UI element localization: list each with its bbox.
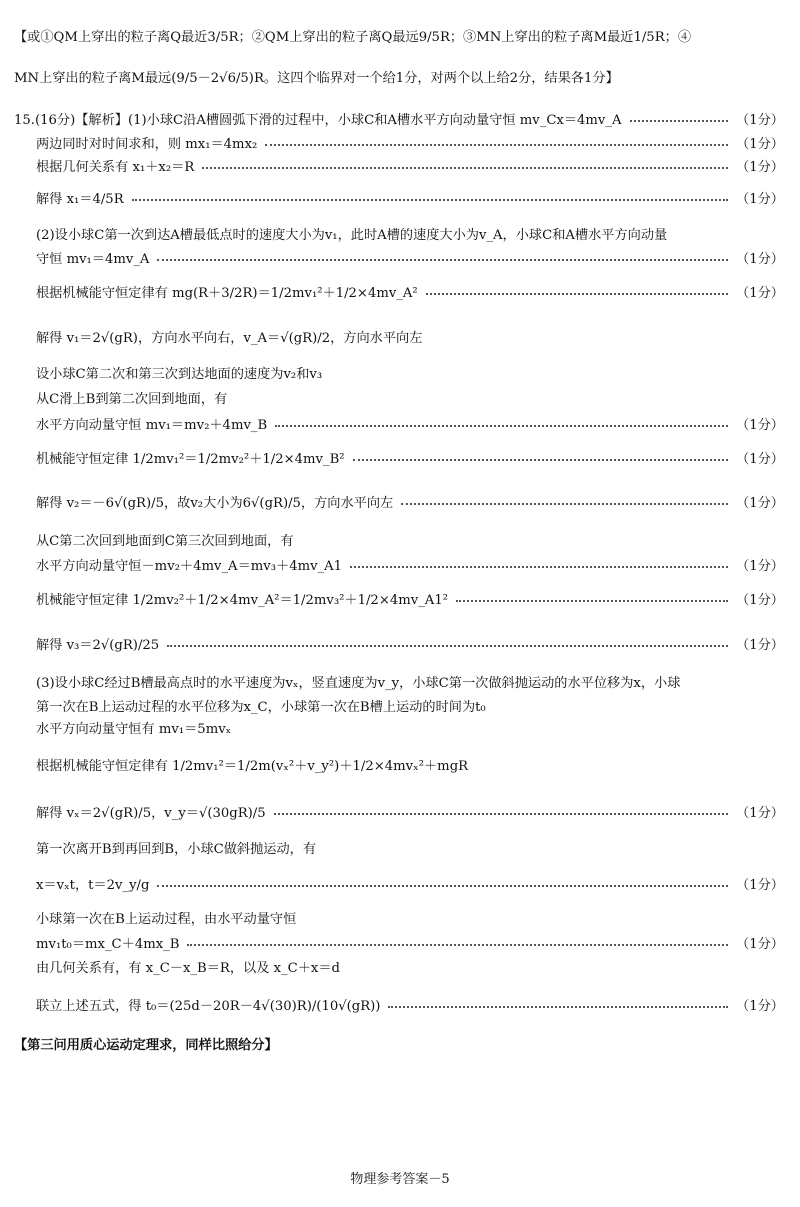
leader-dots — [274, 813, 728, 815]
text-line: 水平方向动量守恒－mv₂＋4mv_A＝mv₃＋4mv_A1 （1分） — [36, 549, 784, 579]
text-line: x＝vₓt，t＝2v_y/g （1分） — [36, 868, 784, 898]
score-label: （1分） — [736, 112, 784, 128]
leader-dots — [265, 144, 728, 146]
score-label: （1分） — [736, 592, 784, 608]
leader-dots — [157, 885, 728, 887]
score-label: （1分） — [736, 805, 784, 821]
text-line: 两边同时对时间求和，则 mx₁＝4mx₂ （1分） — [36, 127, 784, 157]
score-label: （1分） — [736, 936, 784, 952]
score-label: （1分） — [736, 637, 784, 653]
text-line: 设小球C第二次和第三次到达地面的速度为v₂和v₃ — [36, 366, 323, 382]
text-line: 解得 vₓ＝2√(gR)/5，v_y＝√(30gR)/5 （1分） — [36, 796, 784, 826]
text-line: 解得 x₁＝4/5R （1分） — [36, 182, 784, 212]
page-footer: 物理参考答案－5 — [350, 1172, 450, 1187]
text-line: mv₁t₀＝mx_C＋4mx_B （1分） — [36, 927, 784, 957]
score-label: （1分） — [736, 451, 784, 467]
text-line: 15.(16分)【解析】(1)小球C沿A槽圆弧下滑的过程中，小球C和A槽水平方向动量守恒 mv_Cx＝4mv_A （1分） — [14, 103, 784, 133]
text-line: 联立上述五式，得 t₀＝(25d－20R－4√(30)R)/(10√(gR)) （1分） — [36, 989, 784, 1019]
text-line: 第一次离开B到再回到B，小球C做斜抛运动，有 — [36, 841, 317, 857]
leader-dots — [202, 167, 728, 169]
score-label: （1分） — [736, 136, 784, 152]
text-line: (2)设小球C第一次到达A槽最低点时的速度大小为v₁，此时A槽的速度大小为v_A，小球C和A槽水平方向动量 — [36, 227, 668, 243]
score-label: （1分） — [736, 877, 784, 893]
score-label: （1分） — [736, 191, 784, 207]
text-line: 从C滑上B到第二次回到地面，有 — [36, 391, 228, 407]
leader-dots — [353, 459, 728, 461]
score-label: （1分） — [736, 417, 784, 433]
score-label: （1分） — [736, 998, 784, 1014]
leader-dots — [630, 120, 729, 122]
leader-dots — [132, 199, 728, 201]
score-label: （1分） — [736, 495, 784, 511]
text-line: 第一次在B上运动过程的水平位移为x_C，小球第一次在B槽上运动的时间为t₀ — [36, 699, 486, 715]
text-line: 机械能守恒定律 1/2mv₁²＝1/2mv₂²＋1/2×4mv_B² （1分） — [36, 442, 784, 472]
text-line: 解得 v₁＝2√(gR)，方向水平向右，v_A＝√(gR)/2，方向水平向左 — [36, 330, 423, 346]
text-line: MN上穿出的粒子离M最远(9/5－2√6/5)R。这四个临界对一个给1分，对两个以上给2分，结果各1分】 — [14, 70, 619, 86]
leader-dots — [456, 600, 728, 602]
text-line: 解得 v₂＝－6√(gR)/5，故v₂大小为6√(gR)/5，方向水平向左 （1分） — [36, 486, 784, 516]
text-line: 守恒 mv₁＝4mv_A （1分） — [36, 242, 784, 272]
text-line: 解得 v₃＝2√(gR)/25 （1分） — [36, 628, 784, 658]
text-line: 水平方向动量守恒 mv₁＝mv₂＋4mv_B （1分） — [36, 408, 784, 438]
text-line: 从C第二次回到地面到C第三次回到地面，有 — [36, 533, 294, 549]
score-label: （1分） — [736, 251, 784, 267]
text-line: 根据机械能守恒定律有 mg(R＋3/2R)＝1/2mv₁²＋1/2×4mv_A² （1分） — [36, 276, 784, 306]
score-label: （1分） — [736, 285, 784, 301]
text-line: 小球第一次在B上运动过程，由水平动量守恒 — [36, 911, 297, 927]
leader-dots — [350, 566, 728, 568]
text-line: (3)设小球C经过B槽最高点时的水平速度为vₓ，竖直速度为v_y，小球C第一次做斜抛运动的水平位移为x，小球 — [36, 675, 681, 691]
text-line: 根据几何关系有 x₁＋x₂＝R （1分） — [36, 150, 784, 180]
text-line: 根据机械能守恒定律有 1/2mv₁²＝1/2m(vₓ²＋v_y²)＋1/2×4mvₓ²＋mgR — [36, 758, 469, 774]
leader-dots — [187, 944, 728, 946]
leader-dots — [157, 259, 728, 261]
score-label: （1分） — [736, 159, 784, 175]
leader-dots — [426, 293, 728, 295]
text-line: 机械能守恒定律 1/2mv₂²＋1/2×4mv_A²＝1/2mv₃²＋1/2×4mv_A1² （1分） — [36, 583, 784, 613]
leader-dots — [275, 425, 728, 427]
leader-dots — [388, 1006, 728, 1008]
text-line: 【第三问用质心运动定理求，同样比照给分】 — [14, 1037, 278, 1053]
leader-dots — [167, 645, 728, 647]
text-line: 水平方向动量守恒有 mv₁＝5mvₓ — [36, 721, 232, 737]
text-line: 【或①QM上穿出的粒子离Q最近3/5R；②QM上穿出的粒子离Q最远9/5R；③MN上穿出的粒子离M最近1/5R；④ — [14, 29, 692, 45]
text-line: 由几何关系有，有 x_C－x_B＝R，以及 x_C＋x＝d — [36, 960, 340, 976]
score-label: （1分） — [736, 558, 784, 574]
leader-dots — [401, 503, 728, 505]
